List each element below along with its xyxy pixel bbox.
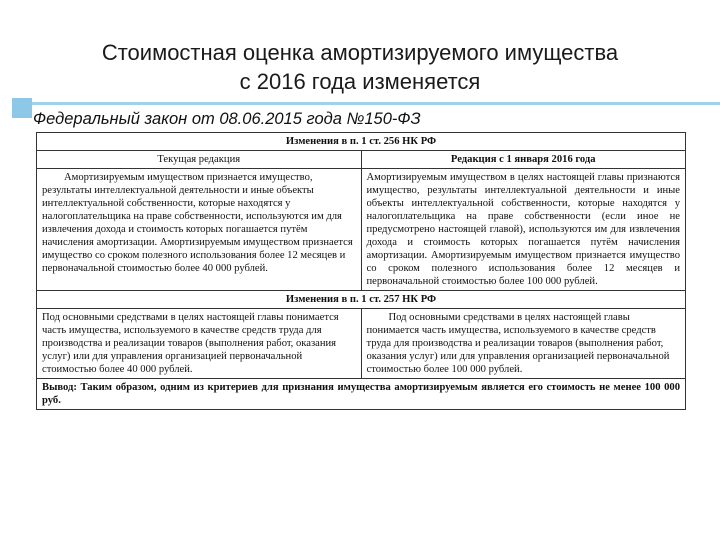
law-subtitle: Федеральный закон от 08.06.2015 года №150-ФЗ	[33, 110, 421, 128]
section-256-current-text: Амортизируемым имуществом признается имущество, результаты интеллектуальной деятельности и иные объекты интеллектуальной собственности, которые находятся у налогоплательщика на праве собственности, используются им для извлечения дохода и стоимость которых погашается путём начисления амортизации. Амортизируемым имуществом признается имущество со сроком полезного использования более 12 месяцев и первоначальной стоимостью более 40 000 рублей.	[37, 169, 362, 291]
column-header-row	[37, 151, 686, 169]
law-comparison-table	[36, 132, 686, 410]
section-header-row	[37, 133, 686, 151]
title-line-2: с 2016 года изменяется	[239, 69, 481, 94]
table-row	[37, 169, 686, 291]
conclusion-row	[37, 379, 686, 410]
section-257-header: Изменения в п. 1 ст. 257 НК РФ	[37, 291, 686, 309]
section-257-current-text: Под основными средствами в целях настоящей главы понимается часть имущества, используемого в качестве средств труда для производства и реализации товаров (выполнения работ, оказания услуг) или для управления организацией первоначальной стоимостью более 40 000 рублей.	[37, 309, 362, 379]
accent-square	[12, 98, 32, 118]
accent-divider	[32, 102, 720, 105]
column-header-current: Текущая редакция	[37, 151, 362, 169]
column-header-new: Редакция с 1 января 2016 года	[361, 151, 686, 169]
section-header-row	[37, 291, 686, 309]
slide-title	[0, 38, 720, 96]
section-256-new-text: Амортизируемым имуществом в целях настоящей главы признаются имущество, результаты интеллектуальной деятельности и иные объекты интеллектуальной собственности, которые находятся у налогоплательщика на праве собственности (если иное не предусмотрено настоящей главой), используются им для извлечения дохода и стоимость которых погашается путём начисления амортизации. Амортизируемым имуществом признается имущество со сроком полезного использования более 12 месяцев и первоначальной стоимостью более 100 000 рублей.	[361, 169, 686, 291]
title-line-1: Стоимостная оценка амортизируемого имущества	[101, 40, 619, 65]
conclusion-text: Вывод: Таким образом, одним из критериев для признания имущества амортизируемым является его стоимость не менее 100 000 руб.	[37, 379, 686, 410]
table-row	[37, 309, 686, 379]
section-257-new-text: Под основными средствами в целях настоящей главы понимается часть имущества, используемого в качестве средств труда для производства и реализации товаров (выполнения работ, оказания услуг) или для управления организацией первоначальной стоимостью более 100 000 рублей.	[361, 309, 686, 379]
section-256-header: Изменения в п. 1 ст. 256 НК РФ	[37, 133, 686, 151]
